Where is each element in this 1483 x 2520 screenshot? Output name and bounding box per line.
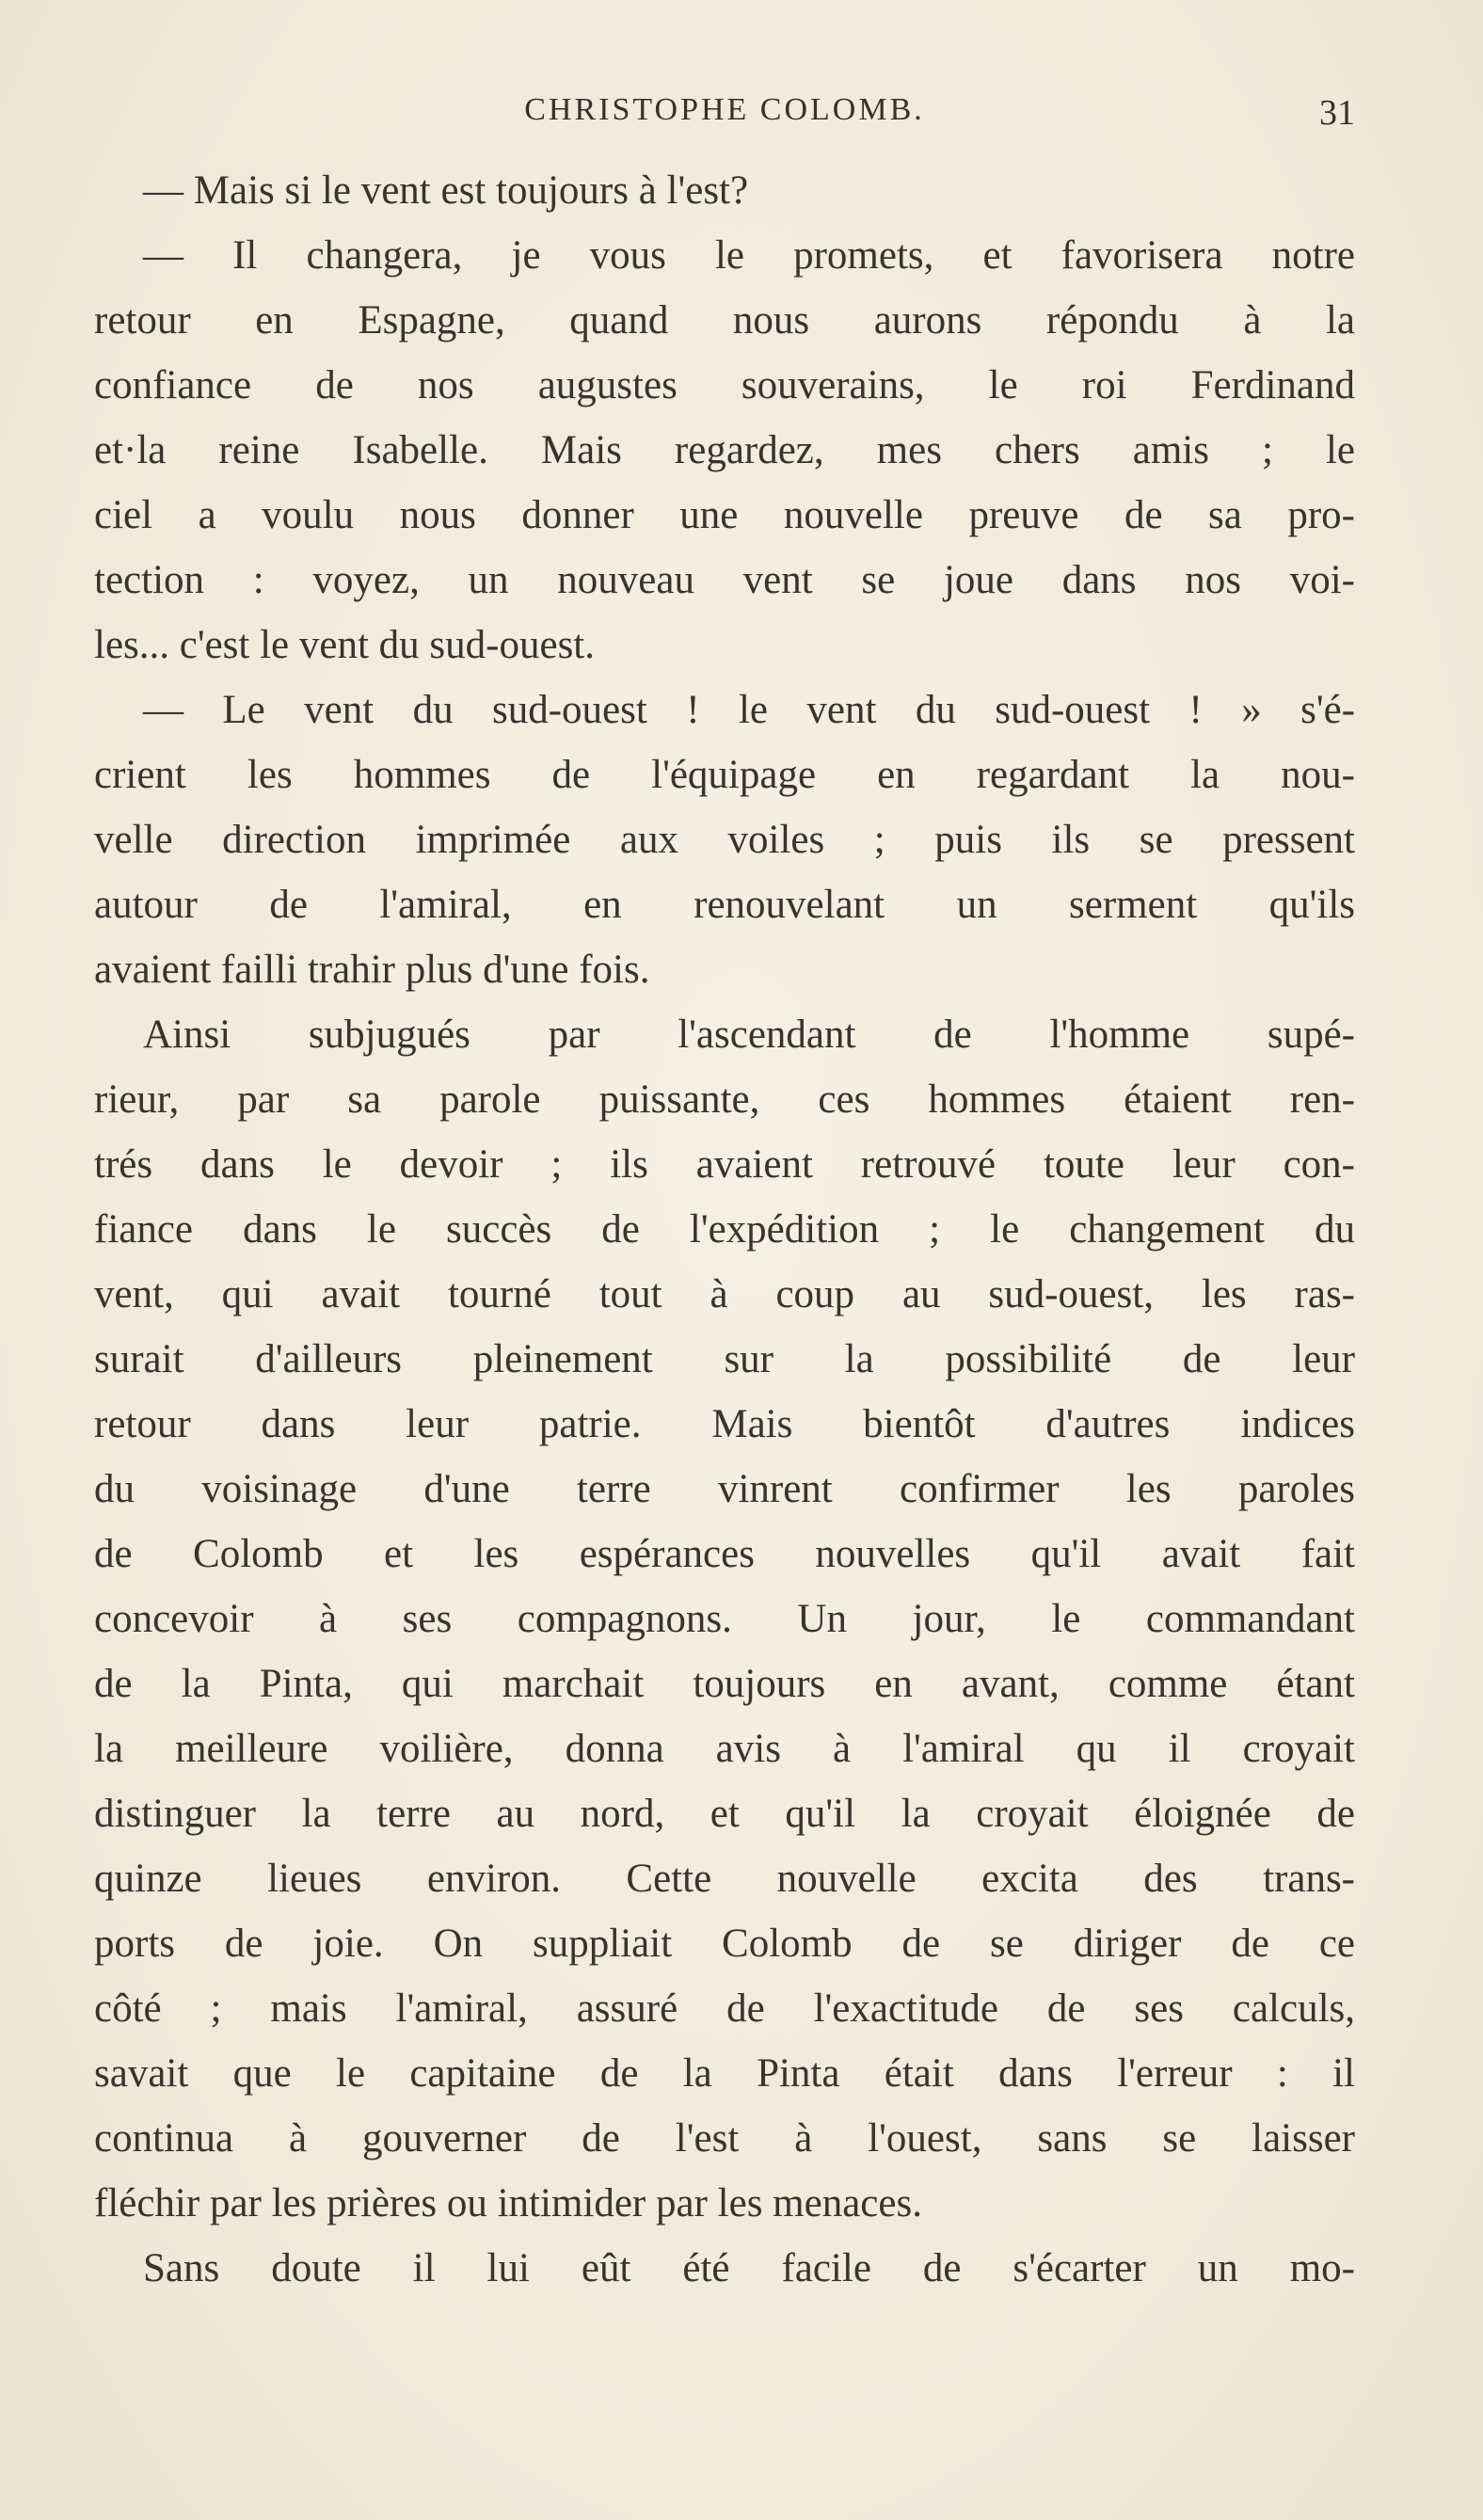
text-line: continua à gouverner de l'est à l'ouest, sans se laisser: [94, 2116, 1355, 2161]
text-line: de la Pinta, qui marchait toujours en avant, comme étant: [94, 1662, 1355, 1706]
text-line: retour dans leur patrie. Mais bientôt d'autres indices: [94, 1402, 1355, 1446]
text-line: et·la reine Isabelle. Mais regardez, mes chers amis ; le: [94, 428, 1355, 472]
text-line: vent, qui avait tourné tout à coup au sud-ouest, les ras-: [94, 1272, 1355, 1316]
text-line: autour de l'amiral, en renouvelant un serment qu'ils: [94, 883, 1355, 927]
page-header: [94, 92, 1355, 139]
page-number: 31: [1319, 93, 1355, 133]
text-line: du voisinage d'une terre vinrent confirmer les paroles: [94, 1467, 1355, 1511]
text-line: concevoir à ses compagnons. Un jour, le commandant: [94, 1597, 1355, 1641]
text-line: — Le vent du sud-ouest ! le vent du sud-ouest ! » s'é-: [143, 688, 1355, 732]
text-line: velle direction imprimée aux voiles ; puis ils se pressent: [94, 818, 1355, 862]
text-line: ciel a voulu nous donner une nouvelle preuve de sa pro-: [94, 493, 1355, 537]
text-line: Sans doute il lui eût été facile de s'écarter un mo-: [143, 2246, 1355, 2290]
text-line: de Colomb et les espérances nouvelles qu'il avait fait: [94, 1532, 1355, 1576]
text-line: ports de joie. On suppliait Colomb de se diriger de ce: [94, 1922, 1355, 1966]
text-line: tection : voyez, un nouveau vent se joue dans nos voi-: [94, 558, 1355, 602]
text-line: avaient failli trahir plus d'une fois.: [94, 948, 650, 992]
text-line: côté ; mais l'amiral, assuré de l'exactitude de ses calculs,: [94, 1986, 1355, 2031]
text-line: confiance de nos augustes souverains, le roi Ferdinand: [94, 363, 1355, 407]
text-line: savait que le capitaine de la Pinta était dans l'erreur : il: [94, 2051, 1355, 2096]
text-line: surait d'ailleurs pleinement sur la possibilité de leur: [94, 1337, 1355, 1381]
text-line: distinguer la terre au nord, et qu'il la croyait éloignée de: [94, 1792, 1355, 1836]
text-line: — Il changera, je vous le promets, et favorisera notre: [143, 233, 1355, 278]
text-line: la meilleure voilière, donna avis à l'amiral qu il croyait: [94, 1727, 1355, 1771]
text-line: les... c'est le vent du sud-ouest.: [94, 623, 595, 667]
text-line: — Mais si le vent est toujours à l'est?: [143, 168, 749, 213]
text-line: quinze lieues environ. Cette nouvelle excita des trans-: [94, 1857, 1355, 1901]
text-line: crient les hommes de l'équipage en regardant la nou-: [94, 753, 1355, 797]
text-line: Ainsi subjugués par l'ascendant de l'homme supé-: [143, 1013, 1355, 1057]
text-line: fiance dans le succès de l'expédition ; le changement du: [94, 1207, 1355, 1252]
body-text: [94, 158, 1355, 2301]
text-line: rieur, par sa parole puissante, ces hommes étaient ren-: [94, 1077, 1355, 1122]
text-line: retour en Espagne, quand nous aurons répondu à la: [94, 298, 1355, 343]
text-line: trés dans le devoir ; ils avaient retrouvé toute leur con-: [94, 1142, 1355, 1187]
running-title: CHRISTOPHE COLOMB.: [524, 92, 925, 127]
text-line: fléchir par les prières ou intimider par les menaces.: [94, 2181, 922, 2225]
